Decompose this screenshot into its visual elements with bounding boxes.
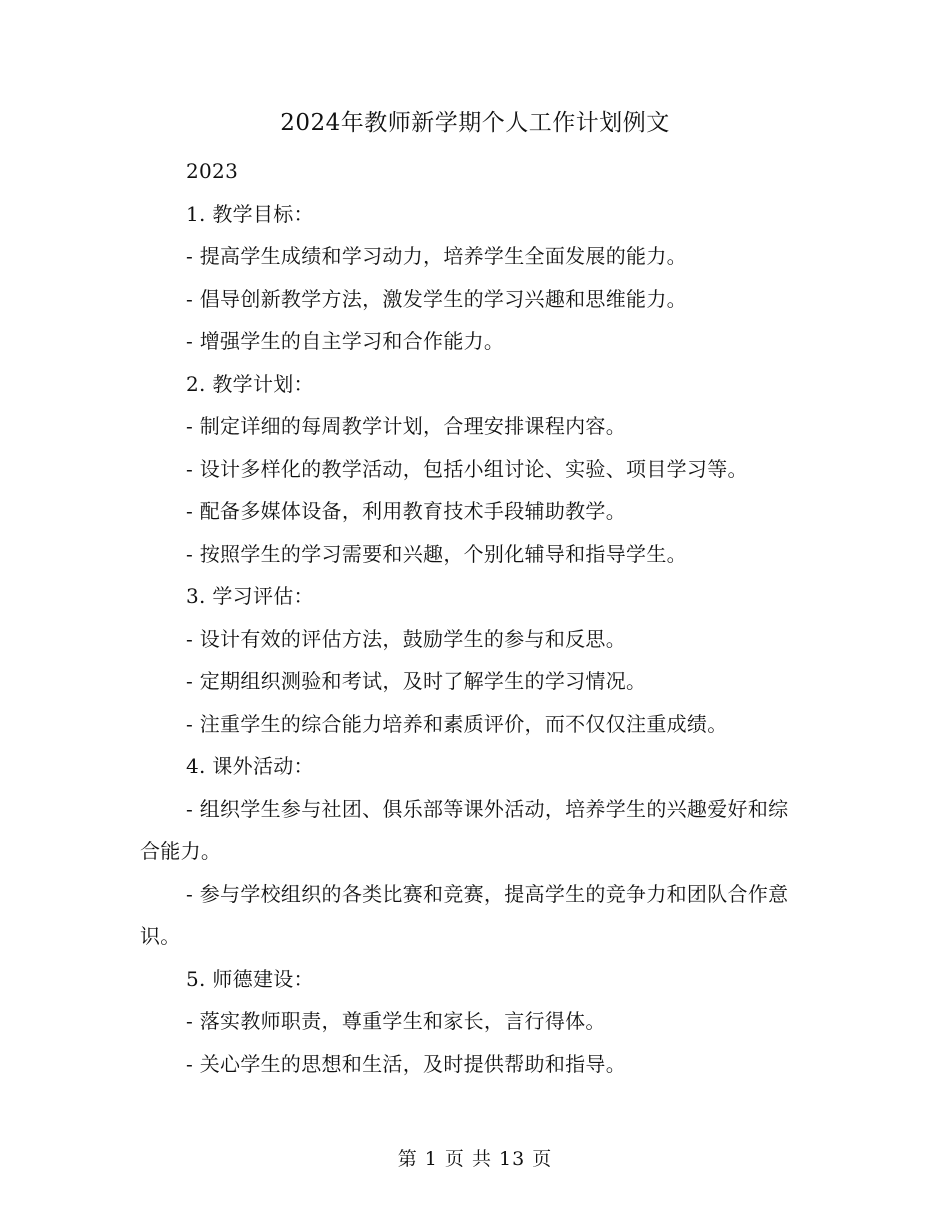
- list-item: - 组织学生参与社团、俱乐部等课外活动，培养学生的兴趣爱好和综合能力。: [140, 796, 789, 863]
- list-item: - 设计多样化的教学活动，包括小组讨论、实验、项目学习等。: [186, 456, 748, 481]
- list-item: - 制定详细的每周教学计划，合理安排课程内容。: [186, 414, 627, 438]
- list-item: - 设计有效的评估方法，鼓励学生的参与和反思。: [186, 626, 627, 651]
- document-title: 2024年教师新学期个人工作计划例文: [280, 110, 670, 136]
- list-item: - 倡导创新教学方法，激发学生的学习兴趣和思维能力。: [186, 286, 687, 311]
- section-heading-teaching-plan: 2. 教学计划：: [186, 371, 314, 396]
- document-body: [140, 150, 800, 1085]
- list-item: - 提高学生成绩和学习动力，培养学生全面发展的能力。: [186, 244, 687, 268]
- list-item: - 增强学生的自主学习和合作能力。: [186, 329, 505, 353]
- list-item: - 配备多媒体设备，利用教育技术手段辅助教学。: [186, 499, 627, 523]
- list-item: - 注重学生的综合能力培养和素质评价，而不仅仅注重成绩。: [186, 711, 728, 736]
- section-heading-extracurricular: 4. 课外活动：: [186, 754, 314, 778]
- section-heading-teaching-goals: 1. 教学目标：: [186, 201, 314, 226]
- list-item: - 落实教师职责，尊重学生和家长，言行得体。: [186, 1009, 606, 1033]
- list-item: - 定期组织测验和考试，及时了解学生的学习情况。: [186, 669, 647, 693]
- paragraph-year: 2023: [186, 159, 239, 183]
- section-heading-teacher-ethics: 5. 师德建设：: [186, 966, 314, 991]
- page-number-footer: 第 1 页 共 13 页: [397, 1148, 553, 1170]
- list-item: - 参与学校组织的各类比赛和竞赛，提高学生的竞争力和团队合作意识。: [140, 881, 789, 948]
- section-heading-learning-assessment: 3. 学习评估：: [186, 584, 314, 608]
- list-item: - 按照学生的学习需要和兴趣，个别化辅导和指导学生。: [186, 541, 687, 566]
- list-item: - 关心学生的思想和生活，及时提供帮助和指导。: [186, 1051, 627, 1076]
